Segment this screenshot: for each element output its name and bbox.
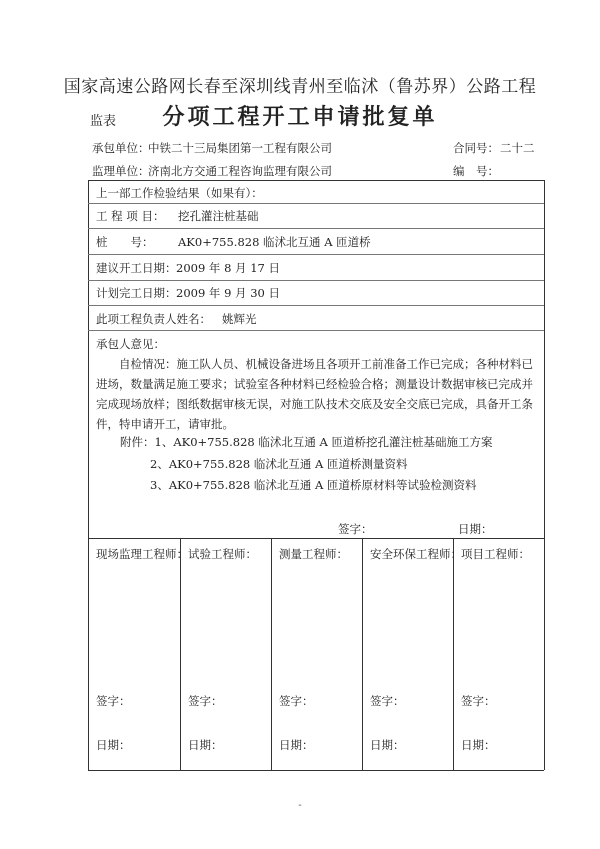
approver-title-site-supervisor: 现场监理工程师：	[96, 547, 188, 561]
table-bottom-border	[88, 770, 544, 771]
station-value: AK0+755.828 临沭北互通 A 匝道桥	[178, 235, 371, 249]
col-divider	[271, 538, 272, 770]
attachment-2: 2、AK0+755.828 临沭北互通 A 匝道桥测量资料	[150, 457, 408, 471]
approver-date-label: 日期：	[370, 738, 405, 752]
form-title: 分项工程开工申请批复单	[162, 104, 438, 130]
table-left-border	[88, 180, 89, 770]
project-item-label: 工 程 项 目：	[96, 209, 165, 223]
approver-date-label: 日期：	[279, 738, 314, 752]
planned-finish-value: 2009 年 9 月 30 日	[176, 286, 280, 300]
supervisor-value: 济南北方交通工程咨询监理有限公司	[148, 164, 332, 178]
approver-title-test-engineer: 试验工程师：	[188, 547, 257, 561]
approver-title-project-engineer: 项目工程师：	[461, 547, 530, 561]
person-value: 姚辉光	[222, 312, 257, 326]
attachment-3: 3、AK0+755.828 临沭北互通 A 匝道桥原材料等试验检测资料	[150, 478, 477, 492]
col-divider	[362, 538, 363, 770]
approver-sign-label: 签字：	[461, 694, 496, 708]
planned-finish-label: 计划完工日期：	[96, 286, 177, 300]
supervisor-label: 监理单位：	[92, 164, 150, 178]
opinion-body: 自检情况：施工队人员、机械设备进场且各项开工前准备工作已完成；各种材料已进场，数量满足施工要求；试验室各种材料已经检验合格；测量设计数据审核已完成并完成现场放样；图纸数据审核无误，对施工队技术交底及安全交底已完成，具备开工条件，特申请开工，请审批。	[96, 357, 533, 431]
opinion-heading: 承包人意见：	[96, 337, 165, 351]
approver-sign-label: 签字：	[279, 694, 314, 708]
row-divider	[88, 305, 544, 306]
approver-title-survey-engineer: 测量工程师：	[279, 547, 348, 561]
approver-date-label: 日期：	[96, 738, 131, 752]
opinion-sign-label: 签字：	[338, 522, 373, 536]
contract-no-value: 二十二	[500, 141, 535, 155]
col-divider	[453, 538, 454, 770]
contract-no-label: 合同号：	[453, 141, 499, 155]
approver-sign-label: 签字：	[188, 694, 223, 708]
approver-sign-label: 签字：	[96, 694, 131, 708]
planned-start-label: 建议开工日期：	[96, 261, 177, 275]
row-divider	[88, 330, 544, 331]
row-divider	[88, 254, 544, 255]
attachment-1: 附件：1、AK0+755.828 临沭北互通 A 匝道桥挖孔灌注桩基础施工方案	[120, 435, 493, 449]
planned-start-value: 2009 年 8 月 17 日	[176, 261, 280, 275]
table-top-border	[88, 180, 544, 181]
table-right-border	[544, 180, 545, 770]
approver-date-label: 日期：	[188, 738, 223, 752]
row-divider	[88, 280, 544, 281]
person-label: 此项工程负责人姓名：	[96, 312, 211, 326]
approver-date-label: 日期：	[461, 738, 496, 752]
row-divider	[88, 203, 544, 204]
jianbiao-label: 监表	[90, 114, 117, 129]
opinion-bottom-border	[88, 538, 544, 539]
col-divider	[180, 538, 181, 770]
project-item-value: 挖孔灌注桩基础	[178, 209, 259, 223]
approver-sign-label: 签字：	[370, 694, 405, 708]
contractor-label: 承包单位：	[92, 141, 150, 155]
row-divider	[88, 228, 544, 229]
project-line: 国家高速公路网长春至深圳线青州至临沭（鲁苏界）公路工程	[63, 77, 537, 97]
station-label: 桩 号：	[96, 235, 154, 249]
contractor-value: 中铁二十三局集团第一工程有限公司	[148, 141, 332, 155]
page-footer-mark: -	[298, 800, 302, 811]
serial-label: 编 号：	[453, 164, 499, 178]
previous-result-label: 上一部工作检验结果（如果有）：	[96, 186, 263, 200]
approver-title-safety-engineer: 安全环保工程师：	[370, 547, 462, 561]
opinion-date-label: 日期：	[458, 522, 493, 536]
